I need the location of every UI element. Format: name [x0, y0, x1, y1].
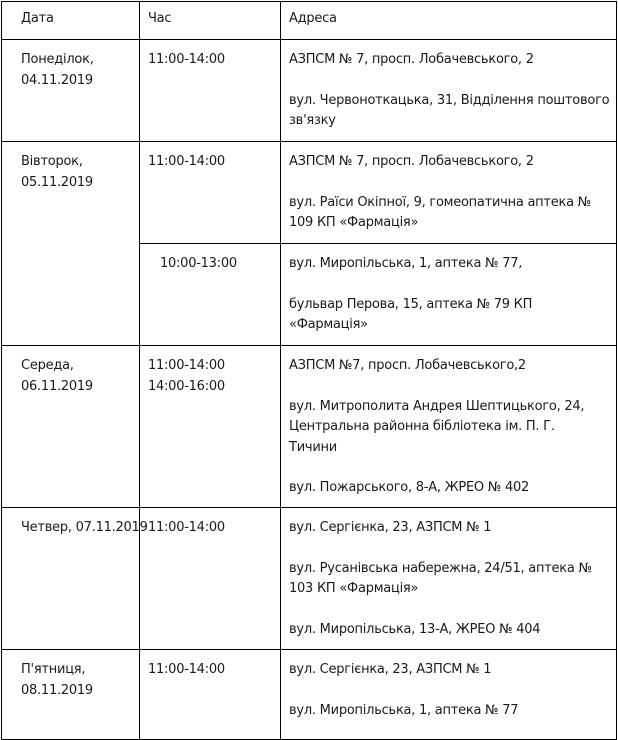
address-text: бульвар Перова, 15, аптека № 79 КП «Фармація»	[289, 296, 533, 332]
table-row	[2, 142, 617, 244]
table-row	[2, 40, 617, 142]
date-cell	[2, 142, 140, 346]
header-address: Адреса	[289, 11, 337, 26]
address-text: вул. Русанівська набережна, 24/51, аптека № 103 КП «Фармація»	[289, 560, 592, 596]
address-text: вул. Раїси Окіпної, 9, гомеопатична аптека № 109 КП «Фармація»	[289, 194, 591, 230]
header-time-cell	[140, 2, 281, 40]
table-row	[2, 650, 617, 740]
date-text: Середа, 06.11.2019	[21, 358, 93, 394]
date-text: П'ятниця, 08.11.2019	[21, 662, 93, 698]
date-text: Четвер, 07.11.2019	[21, 520, 148, 535]
address-cell	[281, 244, 617, 346]
header-time: Час	[148, 11, 172, 26]
table-header-row	[2, 2, 617, 40]
address-text: АЗПСМ №7, просп. Лобачевського,2	[289, 358, 526, 373]
time-text: 11:00-14:00	[148, 520, 225, 535]
address-cell	[281, 346, 617, 508]
time-cell	[140, 650, 281, 740]
table-row	[2, 508, 617, 650]
address-text: АЗПСМ № 7, просп. Лобачевського, 2	[289, 154, 534, 169]
time-text: 11:00-14:00	[148, 52, 225, 67]
date-text: Понеділок, 04.11.2019	[21, 52, 94, 88]
time-cell	[140, 244, 281, 346]
address-text: вул. Миропільська, 1, аптека № 77,	[289, 256, 523, 271]
address-text: вул. Митрополита Андрея Шептицького, 24, Центральна районна бібліотека ім. П. Г. Тичини	[289, 398, 585, 455]
date-cell	[2, 40, 140, 142]
header-address-cell	[281, 2, 617, 40]
table-row	[2, 346, 617, 508]
date-text: Вівторок, 05.11.2019	[21, 154, 93, 190]
date-cell	[2, 508, 148, 650]
schedule-table	[1, 1, 617, 740]
time-cell	[140, 508, 281, 650]
time-text: 11:00-14:00	[148, 662, 225, 677]
address-text: вул. Миропільська, 1, аптека № 77	[289, 702, 519, 718]
address-cell	[281, 142, 617, 244]
time-text: 11:00-14:00	[148, 358, 225, 373]
address-text: вул. Сергієнка, 23, АЗПСМ № 1	[289, 662, 492, 677]
date-cell	[2, 650, 140, 740]
time-text: 11:00-14:00	[148, 154, 225, 169]
address-cell	[281, 40, 617, 142]
address-cell	[281, 508, 617, 650]
address-text: вул. Червоноткацька, 31, Відділення поштового зв'язку	[289, 92, 610, 128]
time-text: 10:00-13:00	[160, 256, 237, 271]
address-text: вул. Пожарського, 8-А, ЖРЕО № 402	[289, 480, 530, 495]
time-cell	[140, 40, 281, 142]
address-cell	[281, 650, 617, 740]
address-text: вул. Сергієнка, 23, АЗПСМ № 1	[289, 520, 492, 535]
header-date: Дата	[21, 11, 54, 26]
time-cell	[140, 346, 281, 508]
address-text: вул. Миропільська, 13-А, ЖРЕО № 404	[289, 621, 541, 637]
time-cell	[140, 142, 281, 244]
header-date-cell	[2, 2, 140, 40]
address-text: АЗПСМ № 7, просп. Лобачевського, 2	[289, 52, 534, 67]
date-cell	[2, 346, 140, 508]
time-text: 14:00-16:00	[148, 378, 225, 394]
